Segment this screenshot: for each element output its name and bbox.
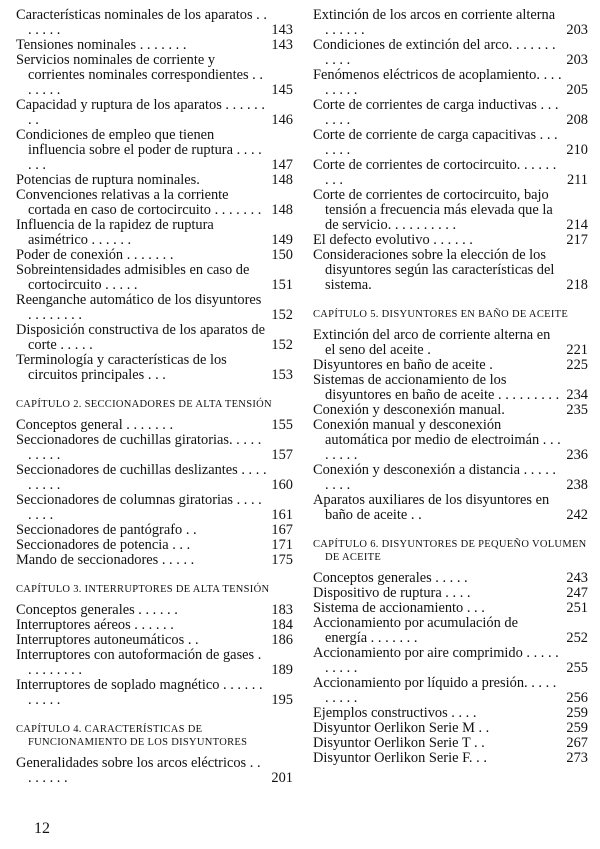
toc-entry-title: Seccionadores de pantógrafo . . [16,522,197,538]
toc-entry [313,158,588,188]
toc-entry-title: Mando de seccionadores . . . . . [16,552,195,568]
toc-entry-page: 210 [566,142,588,158]
toc-entry-title: Sistemas de accionamiento de los disyuntores en baño de aceite . . . . . . . . . [313,372,560,403]
toc-entry [16,463,293,493]
toc-entry-page: 201 [271,770,293,786]
chapter-heading: CAPÍTULO 4. CARACTERÍSTICAS DE FUNCIONAMIENTO DE LOS DISYUNTORES [16,724,248,748]
toc-entry [16,293,293,323]
toc-entry [16,53,293,98]
toc-entry [313,68,588,98]
toc-entry [313,98,588,128]
toc-entry-page: 217 [566,232,588,248]
toc-entry-page: 167 [271,522,293,538]
toc-entry [313,571,588,586]
toc-entry [16,493,293,523]
toc-entry-page: 235 [566,402,588,418]
toc-entry-title: Interruptores de soplado magnético . . . . . . . . . . . [16,677,263,708]
toc-entry [313,233,588,248]
toc-entry-page: 211 [566,172,588,188]
toc-entry [313,248,588,293]
toc-entry [16,38,293,53]
toc-entry-page: 203 [566,52,588,68]
toc-entry-page: 152 [271,307,293,323]
toc-entry-page: 195 [271,692,293,708]
toc-entry-page: 189 [271,662,293,678]
toc-entry-page: 236 [566,447,588,463]
toc-entry-page: 256 [566,690,588,706]
toc-entry-page: 251 [566,600,588,616]
toc-entry [16,678,293,708]
toc-entry [313,128,588,158]
toc-entry-page: 153 [271,367,293,383]
toc-entry [313,358,588,373]
toc-entry-title: Dispositivo de ruptura . . . . [313,585,471,601]
toc-entry-title: Condiciones de empleo que tienen influencia sobre el poder de ruptura . . . . . . . [16,127,262,173]
toc-entry-page: 157 [271,447,293,463]
toc-entry-page: 145 [271,82,293,98]
toc-entry-title: Seccionadores de cuchillas giratorias. . . . . . . . . . [16,432,262,463]
toc-right-column [313,8,588,766]
toc-entry-page: 186 [271,632,293,648]
toc-entry-title: Accionamiento por aire comprimido . . . . . . . . . . [313,645,559,676]
toc-entry-title: Disyuntor Oerlikon Serie F. . . [313,750,487,766]
toc-entry-title: Seccionadores de columnas giratorias . . . . . . . . [16,492,262,523]
toc-entry [16,538,293,553]
toc-entry-page: 255 [566,660,588,676]
toc-entry-page: 208 [566,112,588,128]
toc-entry-page: 247 [566,585,588,601]
toc-entry [313,38,588,68]
toc-entry-title: Influencia de la rapidez de ruptura asimétrico . . . . . . [16,217,214,248]
toc-entry-title: Corte de corrientes de cortocircuito. . . . . . . . . [313,157,557,188]
toc-entry-title: Conexión y desconexión a distancia . . . . . . . . . [313,462,556,493]
toc-entry [16,603,293,618]
toc-entry [313,586,588,601]
toc-entry-title: Disyuntor Oerlikon Serie T . . [313,735,485,751]
toc-entry-title: Convenciones relativas a la corriente cortada en caso de cortocircuito . . . . . . . [16,187,262,218]
toc-entry [313,601,588,616]
toc-entry [16,218,293,248]
toc-entry [16,263,293,293]
toc-entry [16,523,293,538]
toc-entry-title: Interruptores con autoformación de gases . . . . . . . . . [16,647,262,678]
toc-entry-page: 273 [566,750,588,766]
toc-entry-title: Aparatos auxiliares de los disyuntores en baño de aceite . . [313,492,550,523]
toc-entry [313,646,588,676]
toc-entry-title: Terminología y características de los circuitos principales . . . [16,352,227,383]
toc-entry [313,188,588,233]
toc-entry-title: Poder de conexión . . . . . . . [16,247,174,263]
toc-entry-title: Reenganche automático de los disyuntores . . . . . . . . [16,292,262,323]
toc-entry [16,323,293,353]
toc-entry-page: 238 [566,477,588,493]
toc-entry [313,751,588,766]
toc-entry-title: Disposición constructiva de los aparatos de corte . . . . . [16,322,265,353]
toc-entry-title: Seccionadores de potencia . . . [16,537,191,553]
toc-entry-title: Seccionadores de cuchillas deslizantes . . . . . . . . . [16,462,267,493]
toc-entry-page: 242 [566,507,588,523]
toc-entry-page: 149 [271,232,293,248]
toc-entry-title: Corte de corriente de carga capacitivas . . . . . . . [313,127,558,158]
toc-entry-title: Conceptos general . . . . . . . [16,417,174,433]
toc-entry-title: Servicios nominales de corriente y corrientes nominales correspondientes . . . . . . . [16,52,263,98]
toc-entry-page: 234 [566,387,588,403]
toc-entry [313,493,588,523]
toc-entry-page: 218 [566,277,588,293]
toc-entry-title: Condiciones de extinción del arco. . . . . . . . . . . [313,37,556,68]
toc-entry-page: 148 [271,202,293,218]
toc-entry [313,373,588,403]
toc-entry [313,418,588,463]
toc-entry [313,328,588,358]
toc-entry-page: 175 [271,552,293,568]
toc-entry-page: 161 [271,507,293,523]
toc-entry-title: Sistema de accionamiento . . . [313,600,485,616]
page-number: 12 [34,820,50,837]
toc-entry [313,616,588,646]
toc-entry-page: 183 [271,602,293,618]
toc-entry-title: Capacidad y ruptura de los aparatos . . . . . . . . [16,97,265,128]
toc-entry-title: Fenómenos eléctricos de acoplamiento. . . . . . . . . [313,67,562,98]
toc-entry-page: 267 [566,735,588,751]
toc-entry-title: Corte de corrientes de carga inductivas . . . . . . . [313,97,559,128]
toc-entry-page: 214 [566,217,588,233]
toc-entry [313,706,588,721]
toc-entry-title: Accionamiento por acumulación de energía . . . . . . . [313,615,518,646]
toc-entry-title: Interruptores aéreos . . . . . . [16,617,174,633]
toc-entry-title: Conexión y desconexión manual. [313,402,505,418]
toc-entry-page: 184 [271,617,293,633]
toc-entry [16,633,293,648]
toc-entry-title: Disyuntor Oerlikon Serie M . . [313,720,490,736]
toc-entry [16,618,293,633]
toc-entry-title: Generalidades sobre los arcos eléctricos . . . . . . . . [16,755,261,786]
chapter-heading: CAPÍTULO 5. DISYUNTORES EN BAÑO DE ACEITE [313,309,569,320]
toc-entry [16,553,293,568]
toc-entry-page: 147 [271,157,293,173]
toc-left-column [16,8,293,786]
toc-entry-page: 259 [566,705,588,721]
toc-entry-title: El defecto evolutivo . . . . . . [313,232,473,248]
toc-entry-title: Interruptores autoneumáticos . . [16,632,199,648]
toc-entry [16,433,293,463]
toc-entry-title: Conexión manual y desconexión automática por medio de electroimán . . . . . . . . [313,417,561,463]
toc-entry-title: Conceptos generales . . . . . [313,570,468,586]
toc-entry-page: 151 [271,277,293,293]
chapter-heading: CAPÍTULO 3. INTERRUPTORES DE ALTA TENSIÓN [16,584,270,595]
toc-entry-page: 155 [271,417,293,433]
toc-entry [16,248,293,263]
toc-entry-title: Tensiones nominales . . . . . . . [16,37,187,53]
toc-entry-page: 252 [566,630,588,646]
toc-entry-title: Disyuntores en baño de aceite . [313,357,493,373]
toc-entry [313,736,588,751]
toc-entry [16,188,293,218]
toc-entry-title: Extinción del arco de corriente alterna en el seno del aceite . [313,327,551,358]
toc-entry [313,8,588,38]
chapter-heading: CAPÍTULO 2. SECCIONADORES DE ALTA TENSIÓN [16,399,272,410]
toc-entry-page: 259 [566,720,588,736]
toc-entry [313,721,588,736]
toc-entry-page: 171 [271,537,293,553]
toc-entry-title: Ejemplos constructivos . . . . [313,705,477,721]
toc-entry-page: 205 [566,82,588,98]
toc-entry-page: 143 [271,22,293,38]
toc-entry-page: 146 [271,112,293,128]
toc-entry [16,756,293,786]
toc-entry-title: Potencias de ruptura nominales. [16,172,200,188]
toc-entry [16,128,293,173]
toc-entry-title: Consideraciones sobre la elección de los disyuntores según las características del sistema. [313,247,555,293]
toc-entry-title: Extinción de los arcos en corriente alterna . . . . . . [313,7,556,38]
toc-entry-page: 148 [271,172,293,188]
toc-entry [16,173,293,188]
toc-entry-title: Accionamiento por líquido a presión. . . . . . . . . . [313,675,557,706]
toc-entry-page: 152 [271,337,293,353]
chapter-heading: CAPÍTULO 6. DISYUNTORES DE PEQUEÑO VOLUMEN DE ACEITE [313,539,587,563]
toc-entry-page: 160 [271,477,293,493]
toc-entry-title: Conceptos generales . . . . . . [16,602,178,618]
toc-entry [16,98,293,128]
toc-entry-title: Corte de corrientes de cortocircuito, bajo tensión a frecuencia más elevada que la de servicio. . . . . . . . . . [313,187,553,233]
toc-entry [16,8,293,38]
toc-entry-title: Características nominales de los aparatos . . . . . . . [16,7,267,38]
toc-entry [16,648,293,678]
toc-entry-page: 143 [271,37,293,53]
toc-entry-title: Sobreintensidades admisibles en caso de cortocircuito . . . . . [16,262,250,293]
toc-entry [313,403,588,418]
toc-entry [16,418,293,433]
toc-entry [16,353,293,383]
toc-entry-page: 203 [566,22,588,38]
toc-entry-page: 221 [566,342,588,358]
toc-entry [313,463,588,493]
toc-entry [313,676,588,706]
toc-entry-page: 243 [566,570,588,586]
toc-entry-page: 225 [566,357,588,373]
toc-entry-page: 150 [271,247,293,263]
